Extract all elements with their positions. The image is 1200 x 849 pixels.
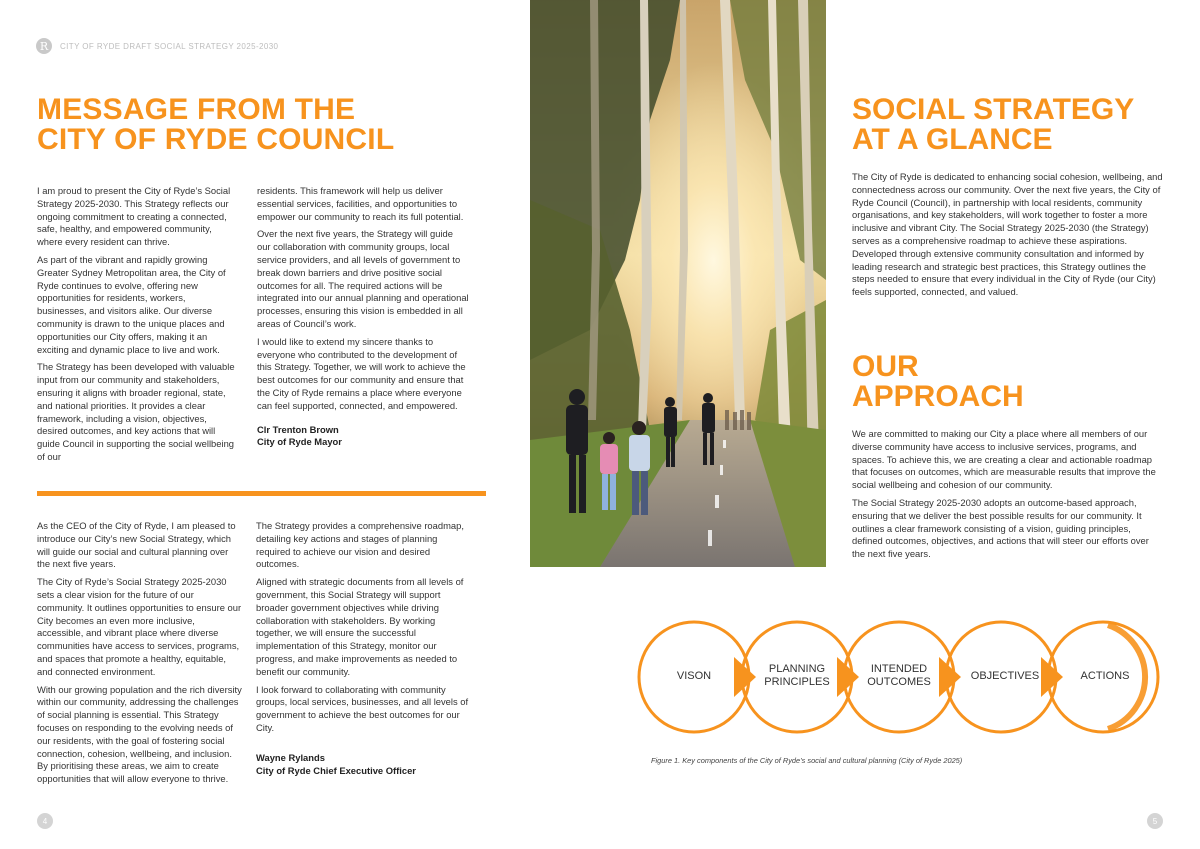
stage-label-line: INTENDED [870, 663, 928, 675]
stage-label-line: PRINCIPLES [764, 676, 830, 688]
glance-title [852, 95, 1134, 155]
mayor-name: Clr Trenton Brown [257, 423, 339, 435]
paragraph: The City of Ryde is dedicated to enhancing social cohesion, wellbeing, and connectedness across our community. Over the next five years, the City of Ryde Council (Council), in partnership with local residents, community organisations, and key stakeholders, will work together to foster a more inclusive and vibrant City. The Social Strategy 2025-2030 (the Strategy) serves as a comprehensive roadmap to achieve these aspirations. Developed through extensive community consultation and informed by leading research and strategic best practices, this Strategy outlines the steps needed to ensure that every individual in the City of Ryde (our City) feels supported, connected, and valued. [852, 171, 1163, 298]
paragraph: I am proud to present the City of Ryde’s Social Strategy 2025-2030. This Strategy reflects our ongoing commitment to creating a connected, safe, healthy, and empowered community, where every resident can thrive. [37, 185, 231, 248]
mayor-message-column-1 [37, 185, 237, 469]
stage-vision [654, 670, 734, 683]
page-number-right: 5 [1147, 813, 1163, 829]
section-divider [37, 491, 486, 496]
approach-body [852, 428, 1164, 566]
ceo-role: City of Ryde Chief Executive Officer [256, 764, 416, 776]
stage-label-line: OBJECTIVES [970, 670, 1040, 682]
approach-title [852, 352, 1024, 412]
city-of-ryde-logo: R [36, 38, 52, 54]
ceo-message-column-2 [256, 520, 471, 777]
stage-objectives [961, 670, 1049, 683]
stage-label-line: PLANNING [768, 663, 826, 675]
paragraph: Aligned with strategic documents from all levels of government, this Social Strategy will support broader government objectives while driving collaboration with stakeholders. By working together, we will ensure the successful implementation of this Strategy, monitor our progress, and make improvements as needed to benefit our community. [256, 576, 464, 677]
ceo-name: Wayne Rylands [256, 751, 325, 763]
page-number-left: 4 [37, 813, 53, 829]
stage-label-line: ACTIONS [1080, 670, 1130, 682]
arrow-3 [939, 657, 961, 697]
stage-actions [1063, 670, 1147, 683]
paragraph: As the CEO of the City of Ryde, I am pleased to introduce our City’s new Social Strategy, which will guide our social and cultural planning over the next five years. [37, 520, 236, 570]
paragraph: With our growing population and the rich diversity within our community, addressing the challenges of social planning is essential. This Strategy focuses on responding to the evolving needs of our residents, with the goal of fostering social connection, cohesion, wellbeing, and inclusion. By prioritising these areas, we aim to create opportunities that will allow everyone to thrive. [37, 683, 242, 785]
arrow-2 [837, 657, 859, 697]
paragraph: The Social Strategy 2025-2030 adopts an outcome-based approach, ensuring that we deliver the best possible results for our community. It outlines a clear framework consisting of a vision, guiding principles, defined outcomes, objectives, and actions that will steer our efforts over the next five years. [852, 496, 1149, 560]
title-line: APPROACH [852, 380, 1024, 413]
planning-components-diagram [636, 618, 1161, 736]
message-title [37, 95, 394, 155]
paragraph: The Strategy has been developed with valuable input from our community and stakeholders, ensuring it aligns with broader regional, state, and national priorities. It provides a clear framework, including a vision, objectives, desired outcomes, and key actions that will guide Council in supporting the social wellbeing of our [37, 361, 235, 462]
stage-label-line: VISON [676, 670, 712, 682]
paragraph: We are committed to making our City a place where all members of our diverse community have access to inclusive services, programs, and spaces. To achieve this, we are creating a clear and actionable roadmap that focuses on outcomes, which are measurable results that improve the social wellbeing and cohesion of our community. [852, 428, 1156, 491]
mayor-message-column-2 [257, 185, 469, 449]
stage-label-line: OUTCOMES [867, 676, 931, 688]
paragraph: Over the next five years, the Strategy will guide our collaboration with community groups, local service providers, and all levels of government to break down barriers and drive positive social outcomes for all. The required actions will be integrated into our annual planning and operational processes, ensuring this vision is embedded in all areas of Council’s work. [257, 228, 469, 329]
photo-illustration [530, 0, 826, 567]
glance-body [852, 171, 1164, 304]
title-line: SOCIAL STRATEGY [852, 93, 1135, 126]
stage-intended-outcomes [859, 663, 939, 689]
paragraph: I look forward to collaborating with community groups, local services, businesses, and all levels of government to achieve the best outcomes for our City. [256, 683, 469, 733]
document-header [36, 38, 278, 54]
ceo-message-column-1 [37, 520, 242, 791]
paragraph: The Strategy provides a comprehensive roadmap, detailing key actions and stages of planning required to achieve our vision and desired outcomes. [256, 520, 464, 570]
title-line: AT A GLANCE [852, 123, 1053, 156]
stage-planning-principles [757, 663, 837, 689]
title-line: OUR [852, 350, 919, 383]
paragraph: The City of Ryde’s Social Strategy 2025-2030 sets a clear vision for the future of our community. It outlines opportunities to ensure our City becomes an even more inclusive, accessible, and vibrant place where diverse communities have access to services, programs, and spaces that promote a healthy, equitable, and connected environment. [37, 576, 242, 677]
header-text: CITY OF RYDE DRAFT SOCIAL STRATEGY 2025-2030 [60, 41, 279, 51]
figure-caption: Figure 1. Key components of the City of Ryde’s social and cultural planning (City of Ryde 2025) [651, 756, 963, 765]
title-line: CITY OF RYDE COUNCIL [37, 123, 395, 156]
paragraph: As part of the vibrant and rapidly growing Greater Sydney Metropolitan area, the City of Ryde continues to evolve, offering new opportunities for residents, workers, businesses, and visitors alike. Our diverse community is drawn to the unique places and opportunities our City offers, making it an exciting and dynamic place to live and work. [37, 253, 226, 355]
park-path-photo [530, 0, 826, 567]
paragraph: I would like to extend my sincere thanks to everyone who contributed to the development of this Strategy. Together, we will work to achieve the best outcomes for our community and ensure that the City of Ryde remains a place where everyone can feel supported, connected, and empowered. [257, 335, 466, 411]
paragraph: residents. This framework will help us deliver essential services, facilities, and opportunities to empower our community to reach its full potential. [257, 185, 464, 222]
mayor-role: City of Ryde Mayor [257, 436, 342, 448]
title-line: MESSAGE FROM THE [37, 93, 356, 126]
